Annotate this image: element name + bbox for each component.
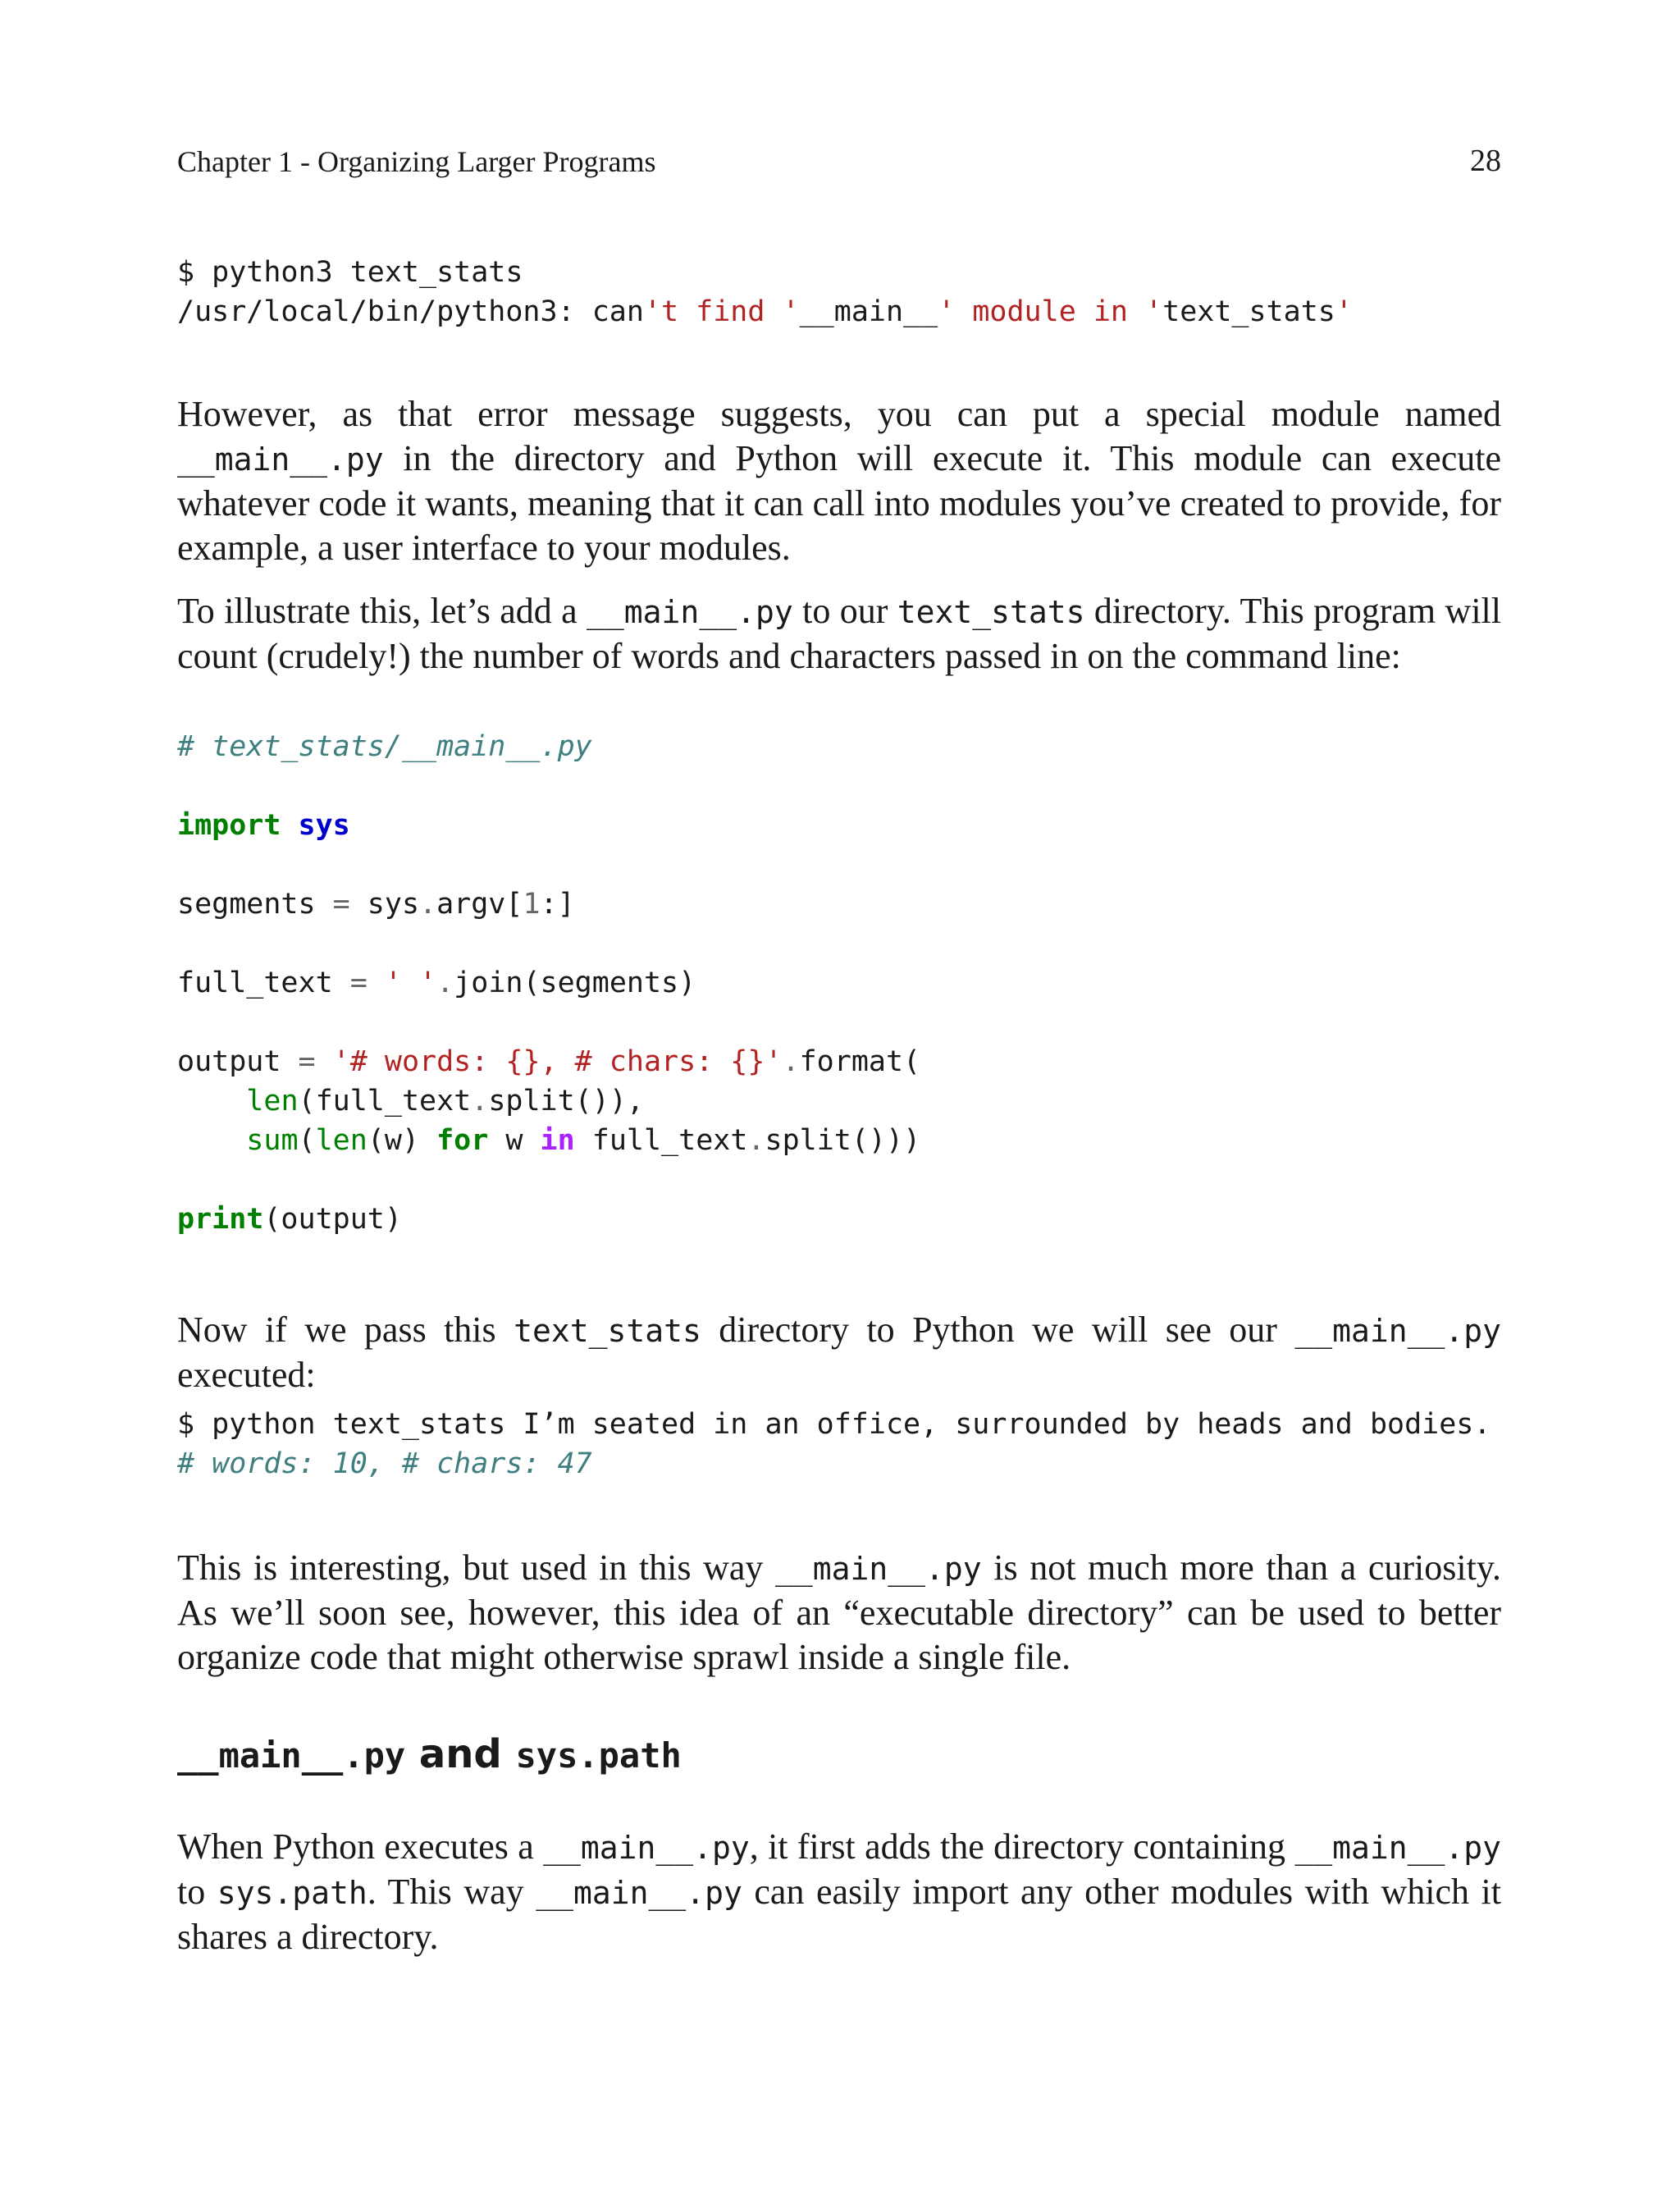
inline-code: __main__.py <box>775 1551 982 1587</box>
inline-code: __main__.py <box>587 594 793 630</box>
python-code-block: # text_stats/__main__.py import sys segments = sys.argv[1:] full_text = ' '.join(segments) output = '# words: {}, # chars: {}'.format( len(full_text.split()), sum(len(w) for w in full_text.split())) print(output) <box>177 730 921 1236</box>
inline-code: __main__.py <box>1294 1313 1501 1349</box>
paragraph: This is interesting, but used in this way __main__.py is not much more than a curiosity. As we’ll soon see, however, this idea of an “executable directory” can be used to better organize code that might otherwise sprawl inside a single file. <box>177 1547 1501 1677</box>
chapter-header: Chapter 1 - Organizing Larger Programs <box>177 145 656 178</box>
paragraph: Now if we pass this text_stats directory to Python we will see our __main__.py executed: <box>177 1310 1501 1395</box>
inline-code: sys.path <box>217 1875 368 1911</box>
inline-code: __main__.py <box>536 1875 742 1911</box>
inline-code: __main__.py <box>1294 1830 1502 1866</box>
inline-code: __main__.py <box>177 441 384 478</box>
section-heading: __main__.py and sys.path <box>177 1731 682 1777</box>
inline-code: __main__.py <box>543 1830 750 1866</box>
shell-line: /usr/local/bin/python3: can't find '__main__' module in 'text_stats' <box>177 295 1353 328</box>
paragraph: When Python executes a __main__.py, it first adds the directory containing __main__.py to sys.path. This way __main__.py can easily import any other modules with which it shares a directory. <box>177 1826 1502 1957</box>
paragraph: To illustrate this, let’s add a __main__.py to our text_stats directory. This program will count (crudely!) the number of words and characters passed in on the command line: <box>177 591 1501 676</box>
shell-line: # words: 10, # chars: 47 <box>177 1447 592 1480</box>
code-comment: # text_stats/__main__.py <box>177 730 592 763</box>
paragraph: However, as that error message suggests, you can put a special module named __main__.py in the directory and Python will execute it. This module can execute whatever code it wants, meaning that it can call into modules you’ve created to provide, for example, a user interface to your modules. <box>177 394 1501 568</box>
shell-line: $ python3 text_stats <box>177 256 523 289</box>
shell-line: $ python text_stats I’m seated in an office, surrounded by heads and bodies. <box>177 1408 1491 1441</box>
page-number: 28 <box>1470 144 1501 178</box>
inline-code: text_stats <box>514 1313 701 1349</box>
shell-output-block-2 <box>177 1405 1491 1483</box>
inline-code: text_stats <box>897 594 1085 630</box>
shell-output-block-1 <box>177 253 1353 331</box>
